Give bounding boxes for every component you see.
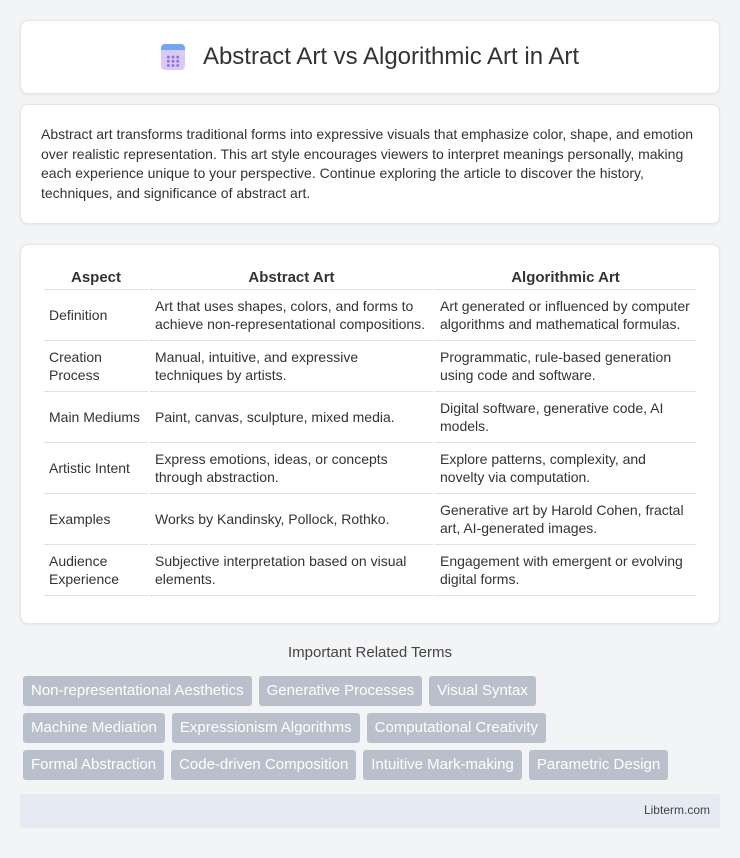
row-abstract: Express emotions, ideas, or concepts through abstraction. [150,443,433,494]
table-row [44,545,696,596]
related-terms-title: Important Related Terms [288,644,452,661]
footer-brand[interactable]: Libterm.com [643,803,710,817]
row-algorithmic: Generative art by Harold Cohen, fractal art, AI-generated images. [435,494,696,545]
row-abstract: Art that uses shapes, colors, and forms to achieve non-representational compositions. [150,290,433,341]
row-abstract: Works by Kandinsky, Pollock, Rothko. [150,494,433,545]
row-aspect: Artistic Intent [44,443,148,494]
intro-card [20,104,720,224]
tag-parametric-design[interactable]: Parametric Design [529,750,668,780]
row-algorithmic: Digital software, generative code, AI models. [435,392,696,443]
row-aspect: Audience Experience [44,545,148,596]
row-abstract: Paint, canvas, sculpture, mixed media. [150,392,433,443]
related-terms [23,676,723,787]
intro-text: Abstract art transforms traditional forms into expressive visuals that emphasize color, shape, and emotion over realistic representation. This art style encourages viewers to interpret meanings personally, making each experience unique to your perspective. Continue exploring the article to discover the history, techniques, and significance of abstract art. [41,126,694,201]
header-aspect: Aspect [44,265,148,290]
tag-visual-syntax[interactable]: Visual Syntax [429,676,536,706]
header-algorithmic-art: Algorithmic Art [435,265,696,290]
tag-code-driven-composition[interactable]: Code-driven Composition [171,750,356,780]
row-algorithmic: Explore patterns, complexity, and novelty via computation. [435,443,696,494]
row-aspect: Main Mediums [44,392,148,443]
tag-machine-mediation[interactable]: Machine Mediation [23,713,165,743]
row-algorithmic: Art generated or influenced by computer algorithms and mathematical formulas. [435,290,696,341]
row-aspect: Definition [44,290,148,341]
row-abstract: Subjective interpretation based on visual elements. [150,545,433,596]
tag-non-representational-aesthetics[interactable]: Non-representational Aesthetics [23,676,252,706]
table-header-row [44,265,696,290]
row-abstract: Manual, intuitive, and expressive techniques by artists. [150,341,433,392]
calendar-icon [161,44,185,70]
table-row [44,392,696,443]
tag-formal-abstraction[interactable]: Formal Abstraction [23,750,164,780]
row-aspect: Creation Process [44,341,148,392]
table-row [44,341,696,392]
table-row [44,494,696,545]
title-card [20,20,720,94]
page-title: Abstract Art vs Algorithmic Art in Art [202,43,580,70]
row-algorithmic: Engagement with emergent or evolving digital forms. [435,545,696,596]
table-row [44,443,696,494]
comparison-card [20,244,720,624]
tag-generative-processes[interactable]: Generative Processes [259,676,423,706]
table-row [44,290,696,341]
tag-intuitive-mark-making[interactable]: Intuitive Mark-making [363,750,522,780]
row-aspect: Examples [44,494,148,545]
row-algorithmic: Programmatic, rule-based generation using code and software. [435,341,696,392]
header-abstract-art: Abstract Art [150,265,433,290]
tag-computational-creativity[interactable]: Computational Creativity [367,713,546,743]
footer [20,794,720,828]
tag-expressionism-algorithms[interactable]: Expressionism Algorithms [172,713,360,743]
comparison-table [42,265,698,596]
